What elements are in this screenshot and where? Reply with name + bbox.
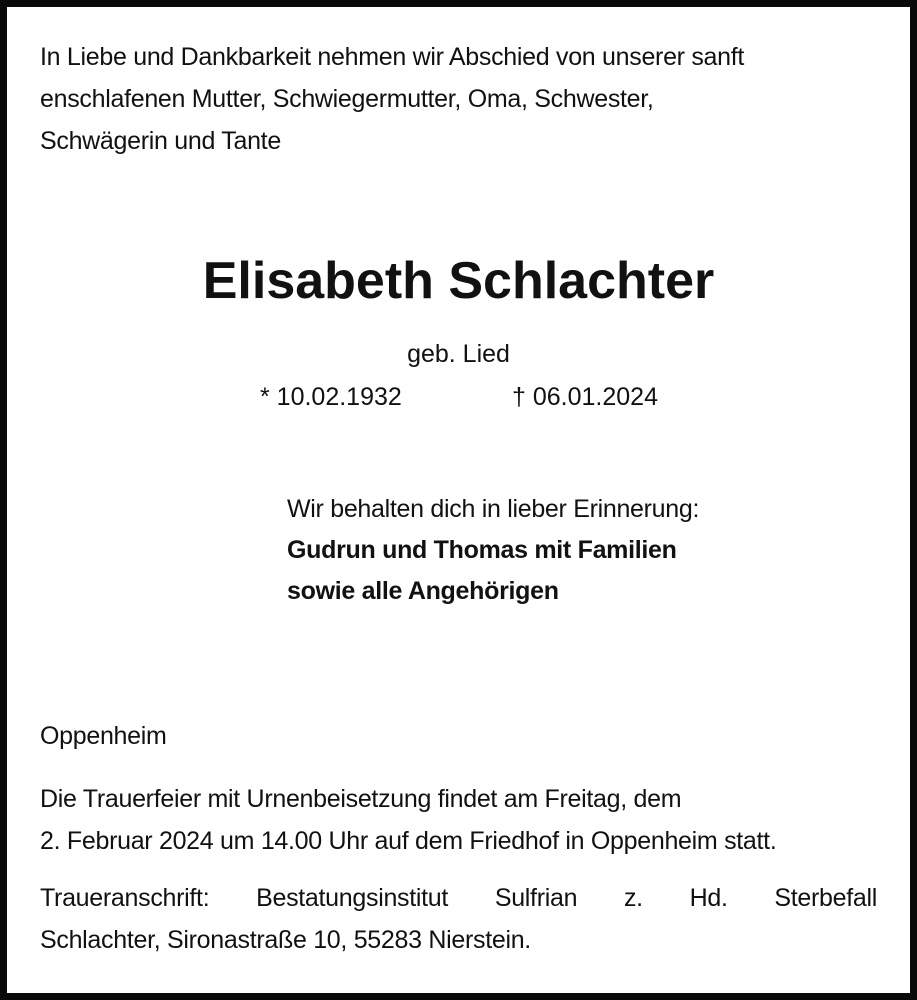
address-line: Schlachter, Sironastraße 10, 55283 Nierstein. [40, 926, 531, 954]
memory-block [287, 489, 699, 612]
birth-date: * 10.02.1932 [260, 383, 402, 411]
mourning-address [40, 877, 877, 961]
intro-text [40, 36, 744, 162]
place: Oppenheim [40, 722, 167, 750]
deceased-name: Elisabeth Schlachter [202, 252, 715, 310]
ceremony-text [40, 778, 776, 862]
memory-line: Wir behalten dich in lieber Erinnerung: [287, 495, 700, 523]
maiden-name: geb. Lied [407, 340, 510, 368]
mourners-line: Gudrun und Thomas mit Familien [287, 536, 677, 564]
address-line: Traueranschrift: Bestatungsinstitut Sulfrian z. Hd. Sterbefall [40, 884, 877, 912]
mourners-line: sowie alle Angehörigen [287, 577, 559, 605]
death-date: † 06.01.2024 [512, 383, 658, 411]
ceremony-line: Die Trauerfeier mit Urnenbeisetzung findet am Freitag, dem [40, 785, 682, 813]
intro-line: In Liebe und Dankbarkeit nehmen wir Abschied von unserer sanft [40, 43, 745, 71]
intro-line: Schwägerin und Tante [40, 127, 281, 155]
ceremony-line: 2. Februar 2024 um 14.00 Uhr auf dem Friedhof in Oppenheim statt. [40, 827, 777, 855]
intro-line: enschlafenen Mutter, Schwiegermutter, Oma, Schwester, [40, 85, 654, 113]
